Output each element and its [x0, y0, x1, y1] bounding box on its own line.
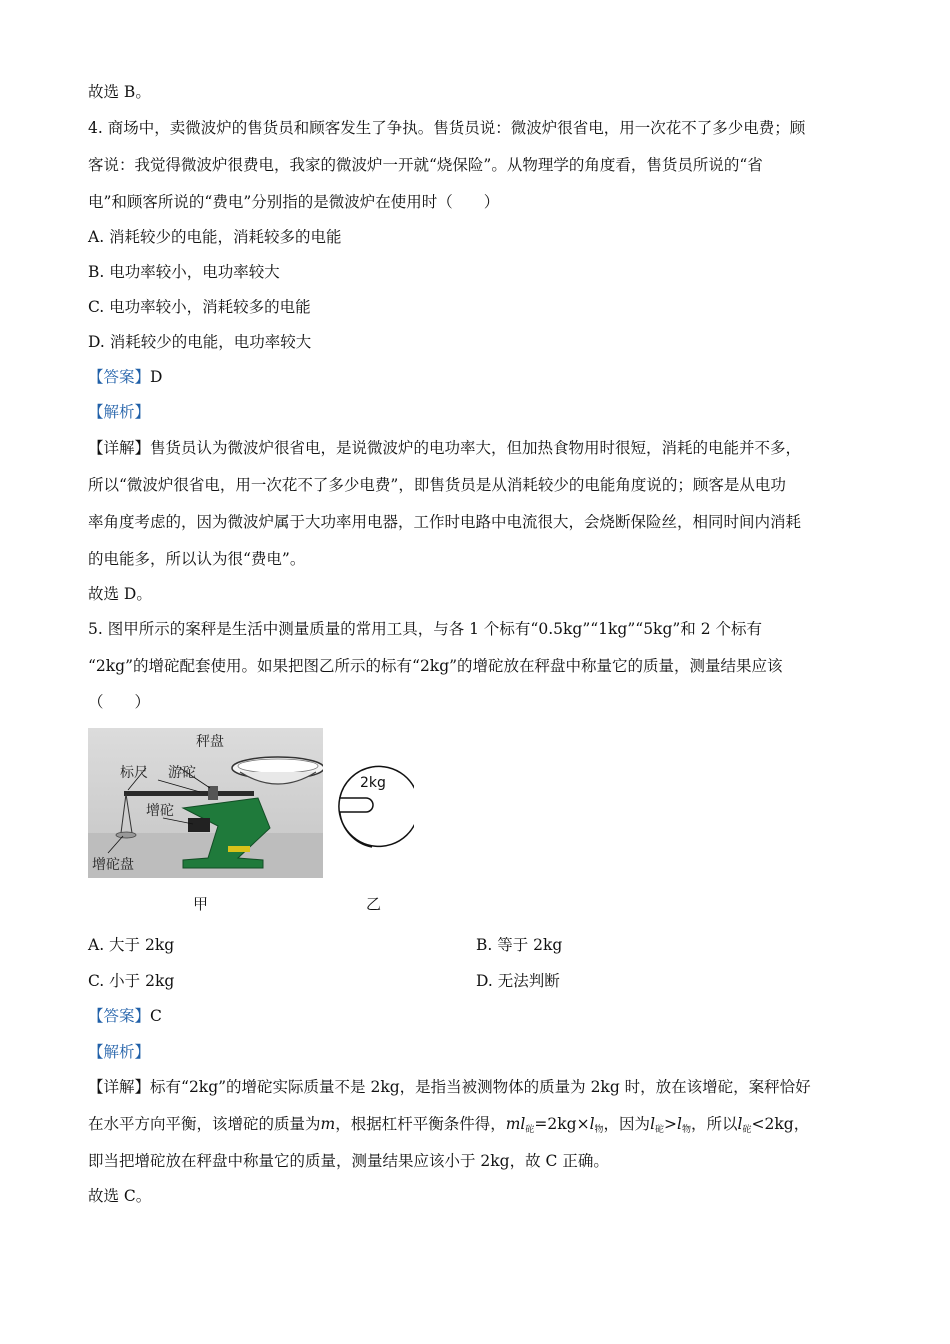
- q4-detail-line3: 率角度考虑的，因为微波炉属于大功率用电器，工作时电路中电流很大，会烧断保险丝，相同时间内消耗: [88, 513, 802, 531]
- subscript: 砣: [742, 1125, 752, 1135]
- q4-answer: [88, 367, 162, 387]
- q5-option-a: A. 大于 2kg: [88, 936, 175, 954]
- label-ruler: 标尺: [120, 765, 148, 781]
- weight-label: 2kg: [360, 775, 386, 791]
- detail-tag: 【详解】: [88, 439, 151, 457]
- label-pan: 秤盘: [196, 734, 224, 750]
- q5-option-c: C. 小于 2kg: [88, 972, 175, 990]
- answer-value: C: [150, 1007, 162, 1025]
- detail-text: ，因为: [603, 1115, 651, 1133]
- q5-detail-line3: 即当把增砣放在秤盘中称量它的质量，测量结果应该小于 2kg，故 C 正确。: [88, 1152, 609, 1170]
- var-m: m: [320, 1115, 336, 1133]
- q4-option-a: A. 消耗较少的电能，消耗较多的电能: [88, 228, 342, 246]
- q4-option-c: C. 电功率较小，消耗较多的电能: [88, 298, 311, 316]
- caption-a: 甲: [193, 895, 209, 913]
- answer-value: D: [150, 368, 163, 386]
- q5-analysis-tag: [88, 1042, 150, 1062]
- q5-answer: [88, 1006, 162, 1026]
- q4-stem-line2: 客说：我觉得微波炉很费电，我家的微波炉一开就“烧保险”。从物理学的角度看，售货员所说的“省: [88, 156, 763, 174]
- q5-option-b: B. 等于 2kg: [476, 936, 563, 954]
- scale-photo: [88, 728, 323, 878]
- q4-detail-line4: 的电能多，所以认为很“费电”。: [88, 550, 306, 568]
- q5-detail-line1: [88, 1077, 811, 1097]
- caption-b: 乙: [366, 895, 382, 913]
- q5-stem-line3: （ ）: [88, 693, 151, 711]
- q4-analysis-tag: [88, 402, 150, 422]
- answer-tag: 【答案】: [88, 368, 151, 386]
- q4-option-d: D. 消耗较少的电能，电功率较大: [88, 333, 312, 351]
- prev-conclusion: 故选 B。: [88, 83, 151, 101]
- q5-detail-line2: [88, 1114, 809, 1140]
- detail-text: >: [664, 1115, 678, 1133]
- subscript: 物: [594, 1125, 604, 1135]
- detail-text: =2kg×: [534, 1115, 590, 1133]
- subscript: 砣: [525, 1125, 535, 1135]
- q5-stem-line2: “2kg”的增砣配套使用。如果把图乙所示的标有“2kg”的增砣放在秤盘中称量它的质量，测量结果应该: [88, 657, 783, 675]
- detail-text: ，根据杠杆平衡条件得，: [335, 1115, 506, 1133]
- var-ml: ml: [505, 1115, 526, 1133]
- label-slider: 游砣: [168, 765, 196, 781]
- var-l: l: [650, 1115, 656, 1133]
- q4-detail-line2: 所以“微波炉很省电，用一次花不了多少电费”，即售货员是从消耗较少的电能角度说的；顾客是从电功: [88, 476, 786, 494]
- label-weight-pan: 增砣盘: [92, 857, 134, 873]
- q4-stem-line1: 4. 商场中，卖微波炉的售货员和顾客发生了争执。售货员说：微波炉很省电，用一次花不了多少电费；顾: [88, 119, 806, 137]
- subscript: 砣: [655, 1125, 665, 1135]
- detail-text: 标有“2kg”的增砣实际质量不是 2kg，是指当被测物体的质量为 2kg 时，放在该增砣，案秤恰好: [150, 1078, 811, 1096]
- var-l: l: [737, 1115, 743, 1133]
- q4-conclusion: 故选 D。: [88, 585, 152, 603]
- analysis-tag: 【解析】: [88, 403, 151, 421]
- q4-option-b: B. 电功率较小，电功率较大: [88, 263, 280, 281]
- analysis-tag: 【解析】: [88, 1043, 151, 1061]
- q5-conclusion: 故选 C。: [88, 1187, 152, 1205]
- var-l: l: [589, 1115, 595, 1133]
- detail-text: <2kg，: [751, 1115, 810, 1133]
- q4-stem-line3: 电”和顾客所说的“费电”分别指的是微波炉在使用时（ ）: [88, 193, 500, 211]
- subscript: 物: [682, 1125, 692, 1135]
- detail-tag: 【详解】: [88, 1078, 151, 1096]
- answer-tag: 【答案】: [88, 1007, 151, 1025]
- detail-text: ，所以: [691, 1115, 738, 1133]
- q5-stem-line1: 5. 图甲所示的案秤是生活中测量质量的常用工具，与各 1 个标有“0.5kg”“1kg”“5kg”和 2 个标有: [88, 620, 763, 638]
- var-l: l: [677, 1115, 683, 1133]
- detail-text: 售货员认为微波炉很省电，是说微波炉的电功率大，但加热食物用时很短，消耗的电能并不多，: [150, 439, 802, 457]
- label-weight: 增砣: [146, 803, 174, 819]
- q5-option-d: D. 无法判断: [476, 972, 560, 990]
- q4-detail-line1: [88, 438, 801, 458]
- detail-text: 在水平方向平衡，该增砣的质量为: [88, 1115, 321, 1133]
